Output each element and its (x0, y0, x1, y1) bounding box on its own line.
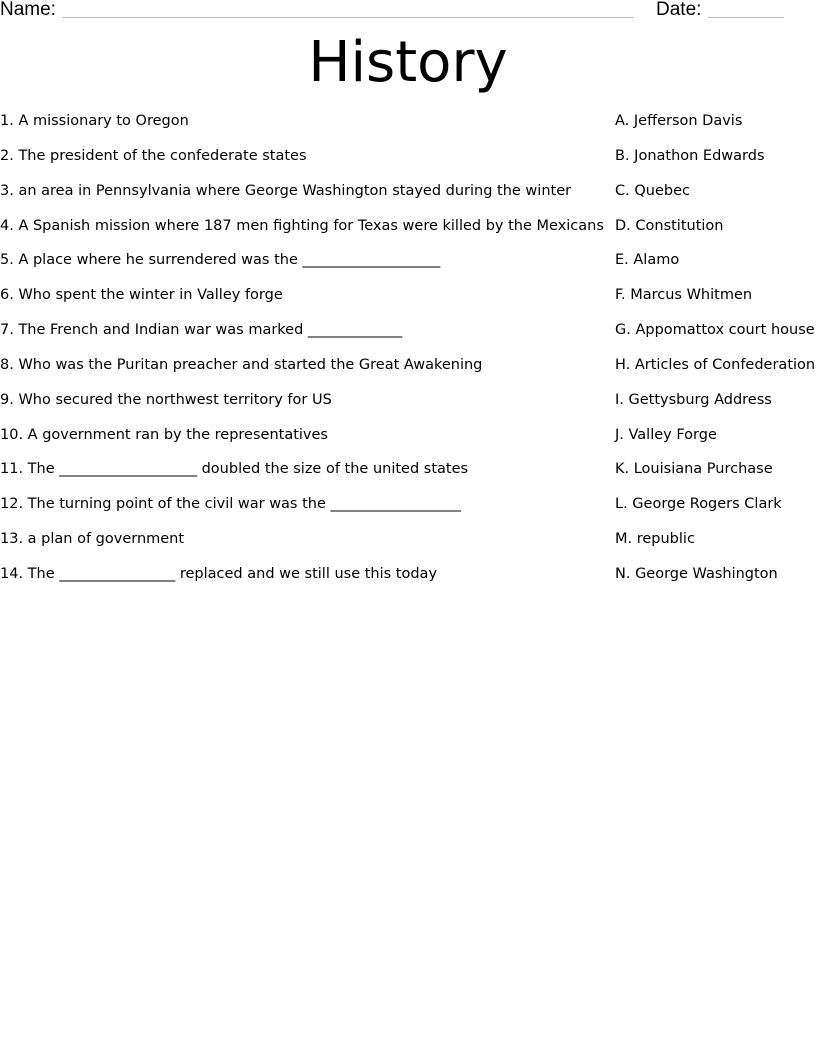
answer-item: F. Marcus Whitmen (615, 287, 753, 304)
clue-item: 2. The president of the confederate states (0, 147, 307, 164)
clue-item: 1. A missionary to Oregon (0, 113, 189, 129)
answer-list (615, 111, 815, 599)
clue-list (0, 111, 604, 599)
clue-item: 6. Who spent the winter in Valley forge (0, 287, 283, 304)
clue-item: 10. A government ran by the representatives (0, 426, 328, 443)
answer-item: C. Quebec (615, 182, 690, 199)
clue-item: 14. The ________________ replaced and we still use this today (0, 565, 438, 582)
worksheet-header (0, 0, 816, 22)
clue-item: 8. Who was the Puritan preacher and started the Great Awakening (0, 356, 483, 373)
answer-item: N. George Washington (615, 565, 778, 582)
answer-item: L. George Rogers Clark (615, 496, 782, 513)
clue-item: 5. A place where he surrendered was the ___________________ (0, 252, 441, 269)
page-title: History (308, 30, 508, 95)
answer-item: B. Jonathon Edwards (615, 147, 765, 164)
answer-item: G. Appomattox court house (615, 322, 815, 339)
answer-item: E. Alamo (615, 252, 680, 269)
answer-item: K. Louisiana Purchase (615, 461, 773, 478)
name-field-line[interactable] (62, 17, 634, 18)
clue-item: 11. The ___________________ doubled the size of the united states (0, 461, 469, 478)
clue-item: 4. A Spanish mission where 187 men fighting for Texas were killed by the Mexicans (0, 217, 604, 234)
answer-item: D. Constitution (615, 217, 724, 234)
date-label: Date: (656, 0, 702, 20)
clue-item: 12. The turning point of the civil war was the __________________ (0, 496, 462, 513)
answer-item: I. Gettysburg Address (615, 391, 772, 408)
clue-item: 13. a plan of government (0, 531, 185, 548)
date-field-line[interactable] (708, 17, 784, 18)
clue-item: 3. an area in Pennsylvania where George Washington stayed during the winter (0, 182, 572, 199)
answer-item: M. republic (615, 531, 695, 548)
clue-item: 7. The French and Indian war was marked _____________ (0, 322, 403, 339)
name-label: Name: (0, 0, 56, 20)
answer-item: J. Valley Forge (615, 426, 717, 443)
clue-item: 9. Who secured the northwest territory for US (0, 391, 332, 408)
answer-item: H. Articles of Confederation (615, 356, 816, 373)
answer-item: A. Jefferson Davis (615, 113, 743, 129)
